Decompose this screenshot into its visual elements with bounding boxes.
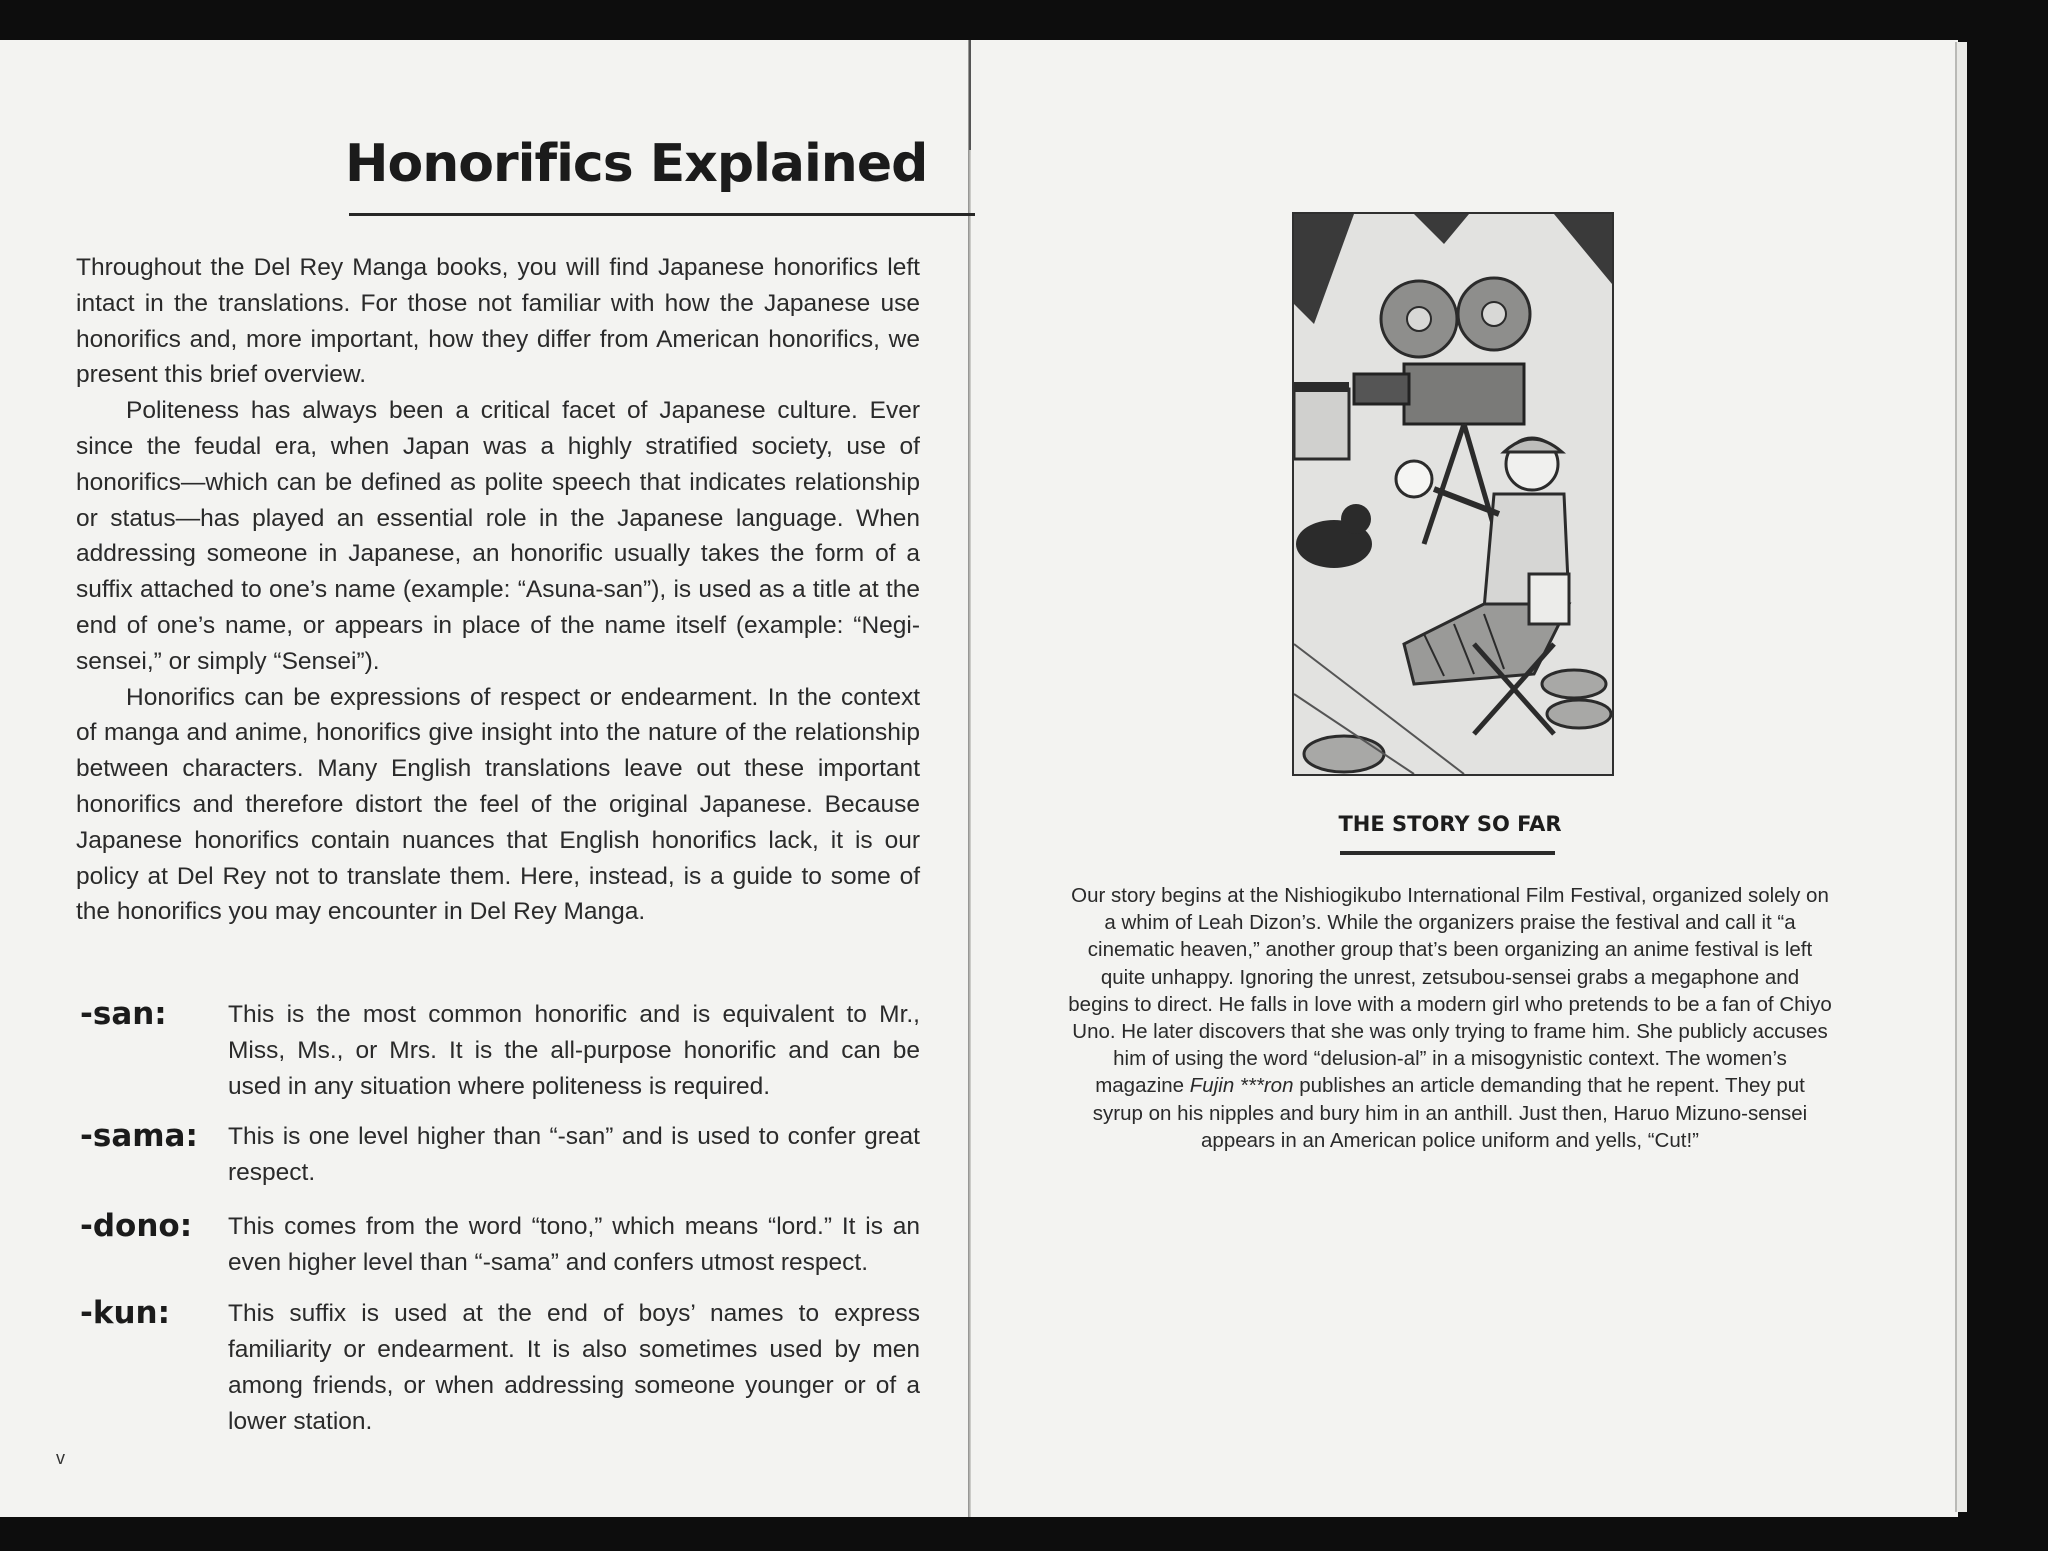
story-title-underline (1340, 851, 1555, 855)
honorific-term-sama: -sama: (80, 1118, 198, 1154)
honorific-term-kun: -kun: (80, 1295, 171, 1331)
intro-paragraph: Throughout the Del Rey Manga books, you will find Japanese honorifics left intact in the translations. For those not familiar with how the Japanese use honorifics and, more important, how they differ from American honorifics, we present this brief overview. (76, 254, 920, 389)
page-number: v (56, 1448, 65, 1468)
story-paragraph (1068, 882, 1832, 1154)
magazine-title: Fujin ***ron (1189, 1074, 1294, 1098)
honorific-definition-dono: This comes from the word “tono,” which means “lord.” It is an even higher level than “-sama” and confers utmost respect. (228, 1213, 920, 1276)
story-so-far-title: THE STORY SO FAR (1338, 812, 1562, 836)
heading-underline (349, 213, 975, 216)
gutter-heading-join (969, 40, 971, 150)
honorific-definition-sama: This is one level higher than “-san” and is used to confer great respect. (228, 1123, 920, 1186)
book-gutter (968, 40, 971, 1517)
intro-paragraph: Politeness has always been a critical facet of Japanese culture. Ever since the feudal era, when Japan was a highly stratified society, use of honorifics—which can be defined as polite speech that indicates relationship or status—has played an essential role in the Japanese language. When addressing someone in Japanese, an honorific usually takes the form of a suffix attached to one’s name (example: “Asuna-san”), is used as a title at the end of one’s name, or appears in place of the name itself (example: “Negi-sensei,” or simply “Sensei”). (76, 397, 920, 675)
honorific-term-san: -san: (80, 996, 167, 1032)
film-director-illustration (1292, 212, 1614, 776)
intro-paragraph: Honorifics can be expressions of respect or endearment. In the context of manga and anime, honorifics give insight into the nature of the relationship between characters. Many English translations leave out these important honorifics and therefore distort the feel of the original Japanese. Because Japanese honorifics contain nuances that English honorifics lack, it is our policy at Del Rey not to translate them. Here, instead, is a guide to some of the honorifics you may encounter in Del Rey Manga. (76, 683, 920, 926)
story-summary (1068, 882, 1832, 1154)
honorific-term-dono: -dono: (80, 1208, 193, 1244)
intro-text (76, 250, 920, 930)
honorific-definition-kun: This suffix is used at the end of boys’ names to express familiarity or endearment. It is also sometimes used by men among friends, or when addressing someone younger or of a lower station. (228, 1300, 920, 1435)
story-text-part: Our story begins at the Nishiogikubo International Film Festival, organized solely on a whim of Leah Dizon’s. While the organizers praise the festival and call it “a cinematic heaven,” another group that’s been organizing an anime festival is left quite unhappy. Ignoring the unrest, zetsubou-sensei grabs a megaphone and begins to direct. He falls in love with a modern girl who pretends to be a fan of Chiyo Uno. He later discovers that she was only trying to frame him. She publicly accuses him of using the word “delusion-al” in a misogynistic context. The women’s magazine (1068, 884, 1832, 1098)
story-text-part: publishes an article demanding that he repent. They put syrup on his nipples and bury him in an anthill. Just then, Haruo Mizuno-sensei appears in an American police uniform and yells, “Cut!” (1092, 1074, 1808, 1152)
page-heading: Honorifics Explained (345, 134, 928, 194)
honorific-definition-san: This is the most common honorific and is equivalent to Mr., Miss, Ms., or Mrs. It is the all-purpose honorific and can be used in any situation where politeness is required. (228, 1001, 920, 1100)
page-edge (1955, 42, 1967, 1512)
